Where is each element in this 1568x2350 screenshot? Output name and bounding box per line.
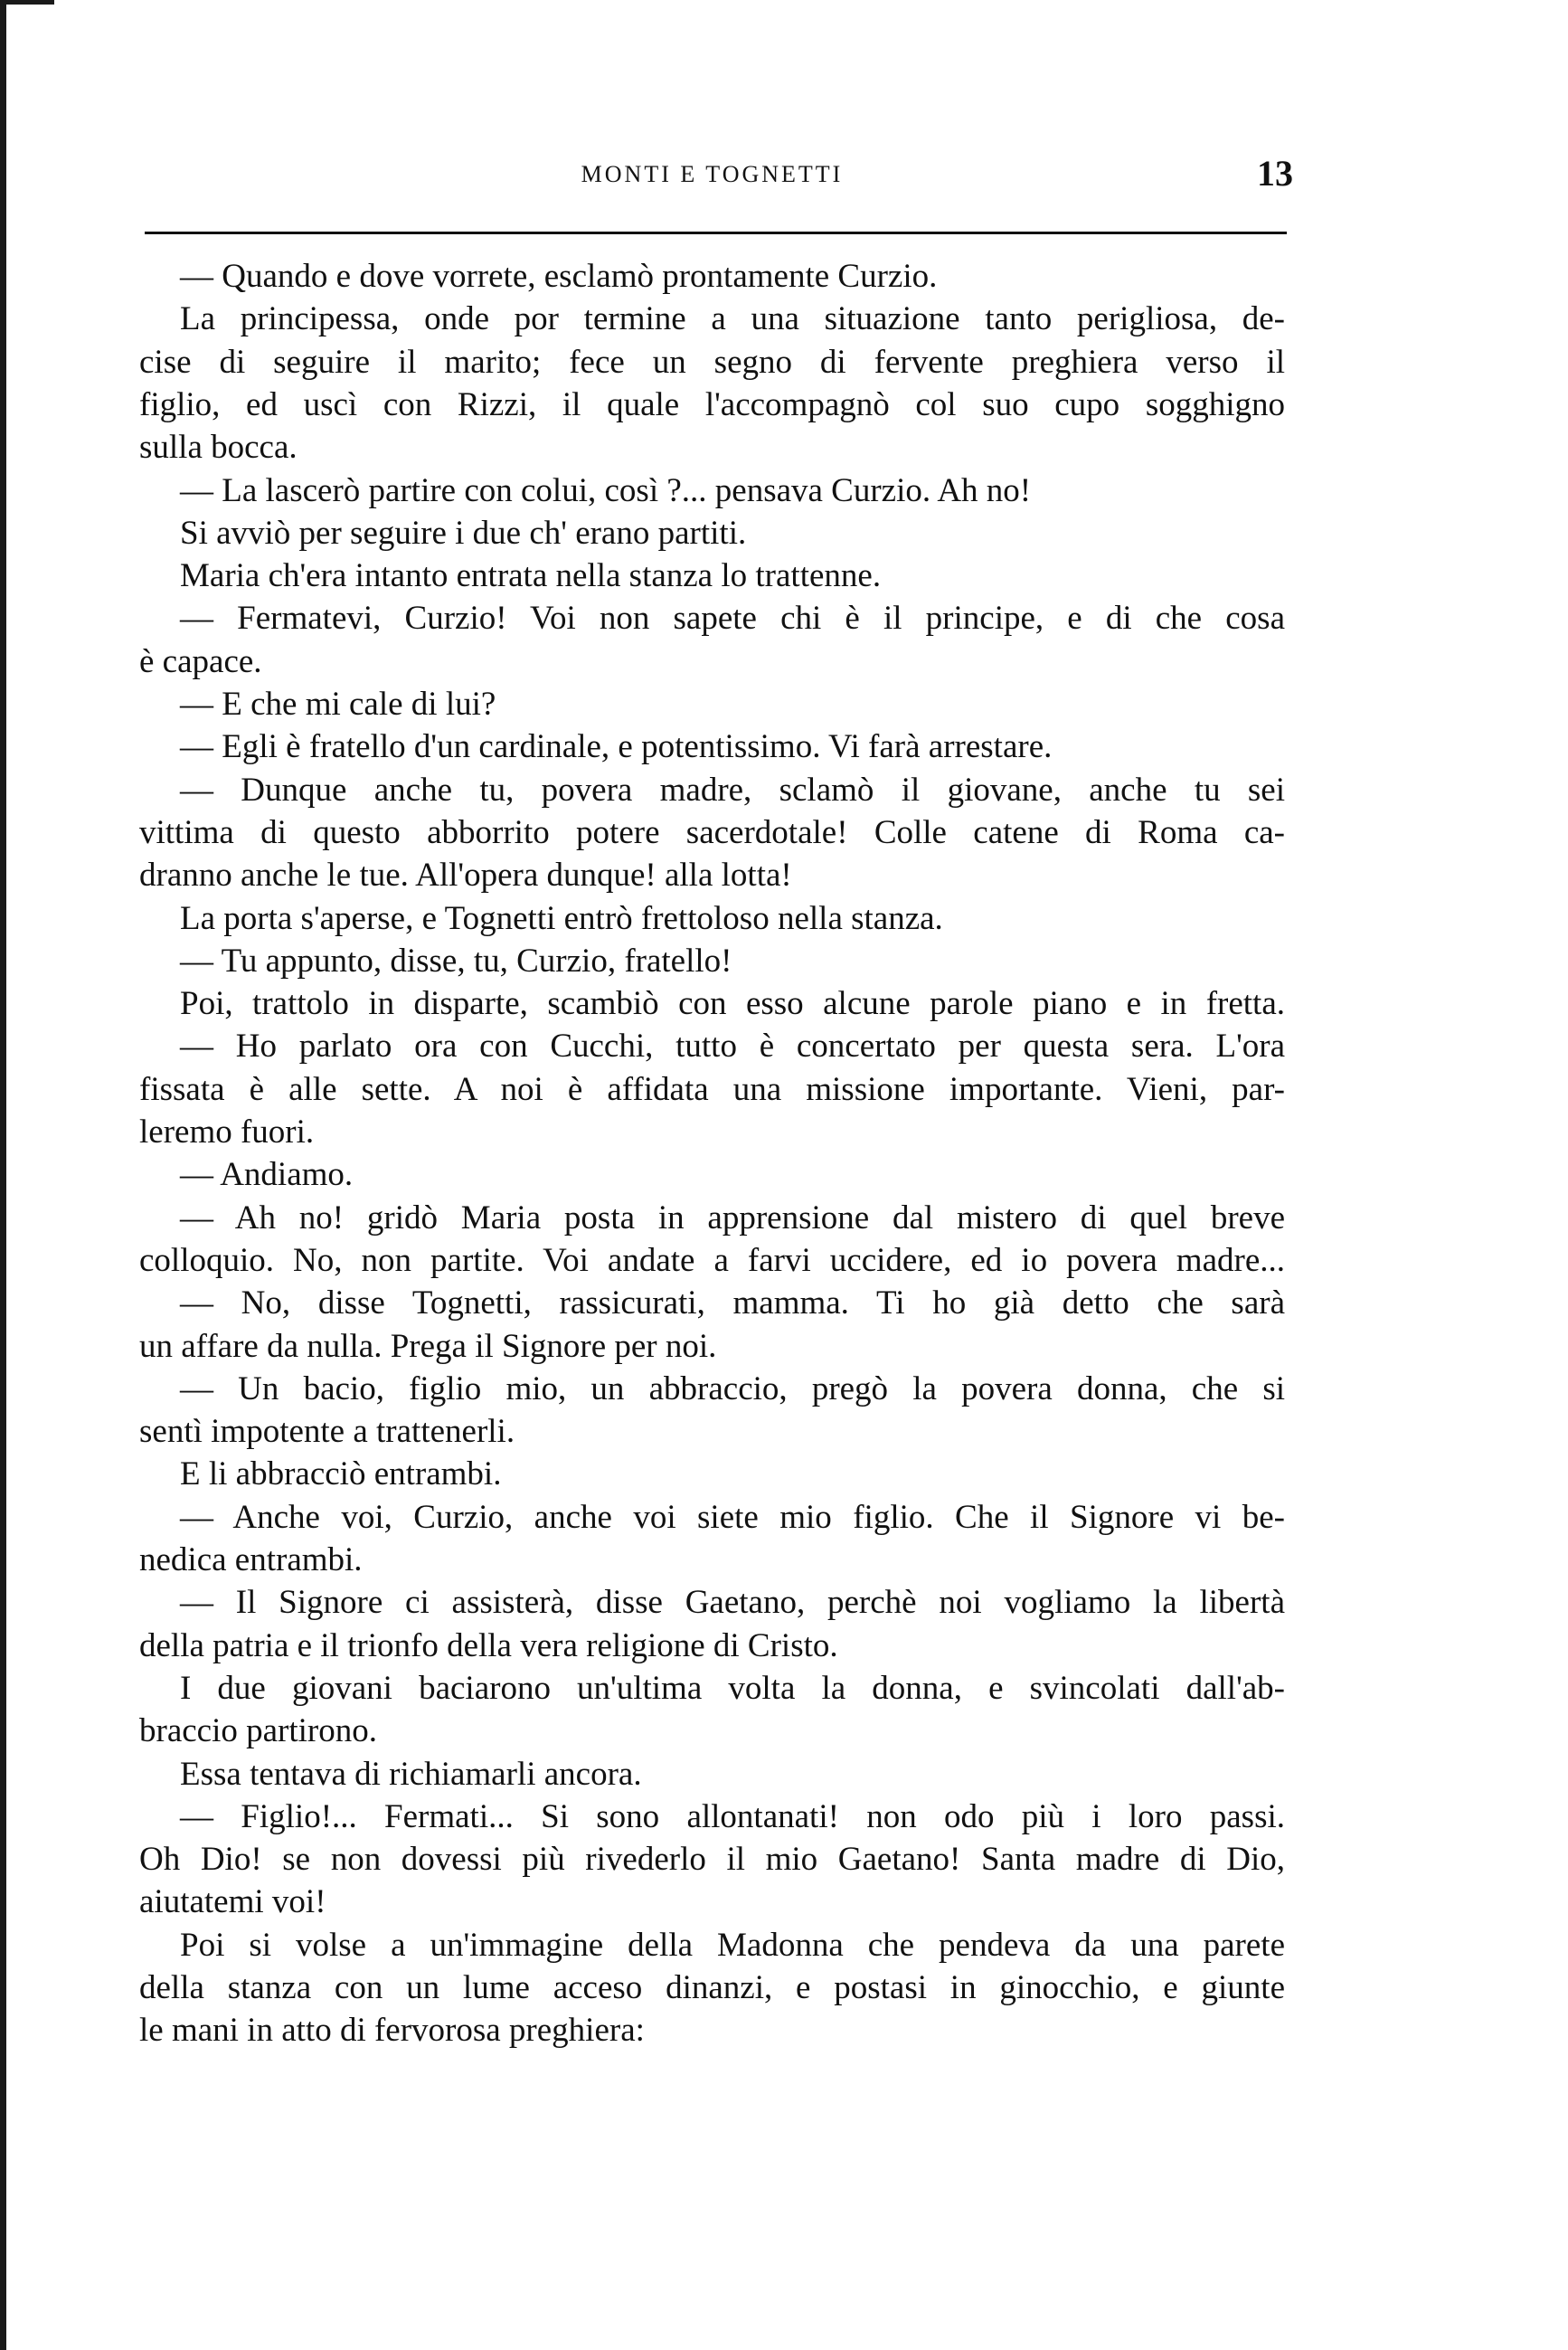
text-line: un affare da nulla. Prega il Signore per noi.	[139, 1327, 717, 1365]
scan-border	[0, 0, 6, 2350]
text-line: — No, disse Tognetti, rassicurati, mamma. Ti ho già detto che sarà	[180, 1284, 1285, 1322]
header-rule	[145, 232, 1287, 234]
text-line: Poi si volse a un'immagine della Madonna che pendeva da una parete	[180, 1926, 1285, 1964]
text-line: — Tu appunto, disse, tu, Curzio, fratello!	[180, 942, 732, 980]
text-line: I due giovani baciarono un'ultima volta la donna, e svincolati dall'ab-	[180, 1669, 1285, 1707]
text-line: colloquio. No, non partite. Voi andate a farvi uccidere, ed io povera madre...	[139, 1241, 1285, 1279]
text-line: — Quando e dove vorrete, esclamò prontamente Curzio.	[180, 258, 938, 295]
text-line: leremo fuori.	[139, 1113, 315, 1151]
text-line: — Fermatevi, Curzio! Voi non sapete chi è il principe, e di che cosa	[180, 600, 1285, 638]
text-line: Maria ch'era intanto entrata nella stanza lo trattenne.	[180, 557, 882, 595]
text-line: — Un bacio, figlio mio, un abbraccio, pregò la povera donna, che si	[180, 1369, 1285, 1407]
text-line: — La lascerò partire con colui, così ?... pensava Curzio. Ah no!	[180, 471, 1032, 509]
text-line: nedica entrambi.	[139, 1541, 363, 1578]
text-line: La porta s'aperse, e Tognetti entrò frettoloso nella stanza.	[180, 899, 943, 937]
text-line: — Egli è fratello d'un cardinale, e potentissimo. Vi farà arrestare.	[180, 728, 1053, 766]
page-number: 13	[1257, 153, 1293, 194]
text-line: — Dunque anche tu, povera madre, sclamò il giovane, anche tu sei	[180, 771, 1285, 809]
text-line: E li abbracciò entrambi.	[180, 1455, 502, 1493]
text-line: cise di seguire il marito; fece un segno di fervente preghiera verso il	[139, 343, 1285, 381]
text-line: sentì impotente a trattenerli.	[139, 1413, 515, 1451]
text-line: — Figlio!... Fermati... Si sono allontanati! non odo più i loro passi.	[180, 1797, 1285, 1835]
text-line: è capace.	[139, 642, 262, 680]
text-line: — Ho parlato ora con Cucchi, tutto è concertato per questa sera. L'ora	[180, 1028, 1285, 1066]
text-line: — Andiamo.	[180, 1156, 354, 1194]
text-line: figlio, ed uscì con Rizzi, il quale l'accompagnò col suo cupo sogghigno	[139, 385, 1285, 423]
text-line: della stanza con un lume acceso dinanzi, e postasi in ginocchio, e giunte	[139, 1969, 1285, 2006]
scan-border-top	[0, 0, 54, 5]
text-line: aiutatemi voi!	[139, 1883, 326, 1921]
text-line: La principessa, onde por termine a una situazione tanto perigliosa, de-	[180, 300, 1285, 338]
text-line: — E che mi cale di lui?	[180, 686, 496, 723]
text-line: Poi, trattolo in disparte, scambiò con esso alcune parole piano e in fretta.	[180, 985, 1285, 1023]
text-line: vittima di questo abborrito potere sacerdotale! Colle catene di Roma ca-	[139, 813, 1285, 851]
text-line: Essa tentava di richiamarli ancora.	[180, 1755, 642, 1793]
text-line: braccio partirono.	[139, 1712, 377, 1750]
text-line: della patria e il trionfo della vera religione di Cristo.	[139, 1626, 838, 1664]
text-line: dranno anche le tue. All'opera dunque! alla lotta!	[139, 857, 792, 895]
text-line: le mani in atto di fervorosa preghiera:	[139, 2012, 645, 2050]
text-line: — Anche voi, Curzio, anche voi siete mio figlio. Che il Signore vi be-	[180, 1498, 1285, 1536]
text-line: fissata è alle sette. A noi è affidata una missione importante. Vieni, par-	[139, 1070, 1285, 1108]
text-line: Oh Dio! se non dovessi più rivederlo il mio Gaetano! Santa madre di Dio,	[139, 1841, 1285, 1879]
text-line: Si avviò per seguire i due ch' erano partiti.	[180, 514, 747, 552]
text-line: sulla bocca.	[139, 429, 298, 467]
running-head: MONTI E TOGNETTI	[581, 161, 844, 187]
text-line: — Il Signore ci assisterà, disse Gaetano, perchè noi vogliamo la libertà	[180, 1584, 1285, 1622]
text-line: — Ah no! gridò Maria posta in apprensione dal mistero di quel breve	[180, 1199, 1285, 1237]
